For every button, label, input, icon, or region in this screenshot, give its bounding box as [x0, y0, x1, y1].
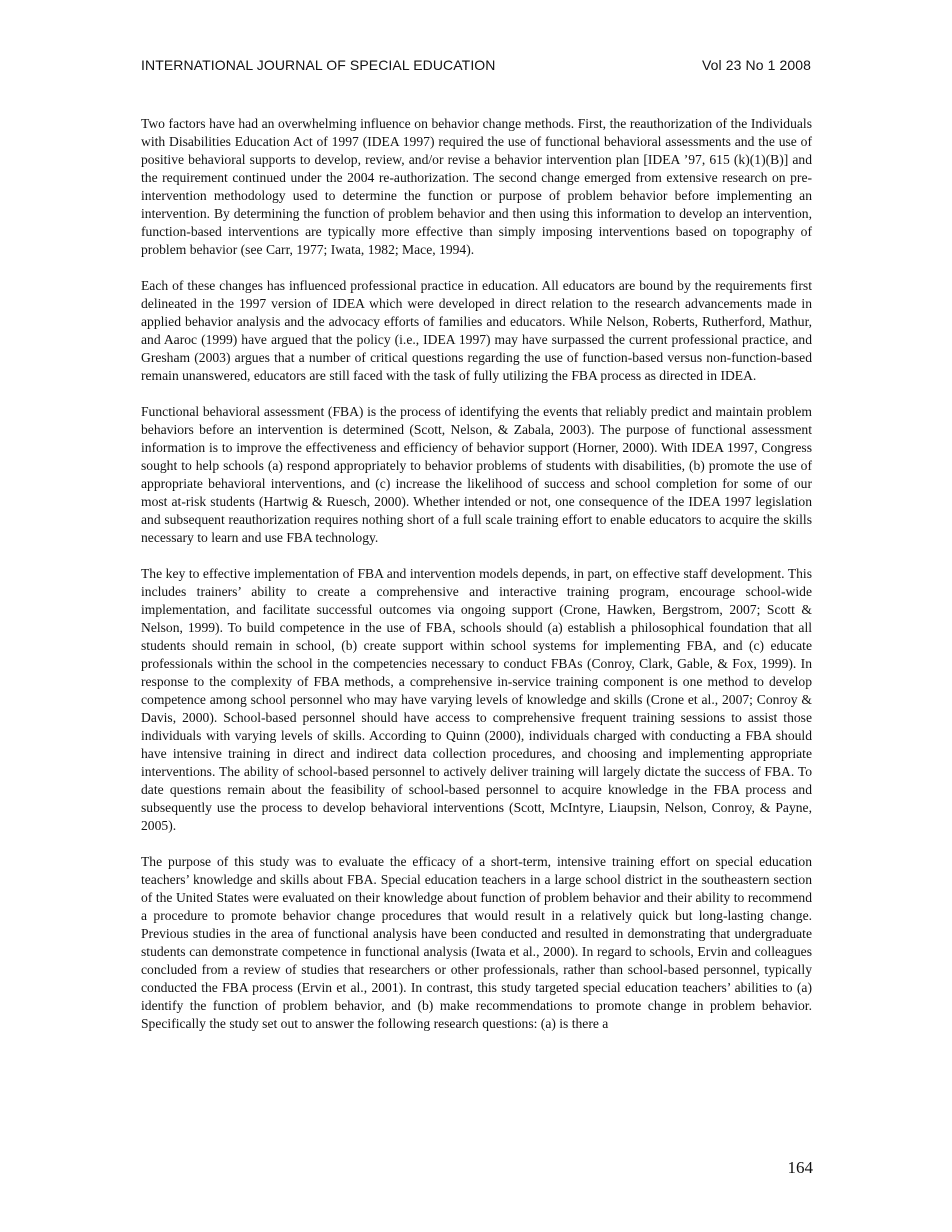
- journal-title: INTERNATIONAL JOURNAL OF SPECIAL EDUCATION: [141, 57, 496, 73]
- paragraph-1: Two factors have had an overwhelming influence on behavior change methods. First, the reauthorization of the Individuals with Disabilities Education Act of 1997 (IDEA 1997) required the use of functional behavioral assessments and the use of positive behavioral supports to develop, review, and/or revise a behavior intervention plan [IDEA ’97, 615 (k)(1)(B)] and the requirement continued under the 2004 re-authorization. The second change emerged from extensive research on pre-intervention methodology used to determine the function or purpose of problem behavior before implementing an intervention. By determining the function of problem behavior and then using this information to develop an intervention, function-based interventions are typically more effective than simply imposing interventions based on topography of problem behavior (see Carr, 1977; Iwata, 1982; Mace, 1994).: [141, 116, 812, 257]
- paragraph-3: Functional behavioral assessment (FBA) is the process of identifying the events that reliably predict and maintain problem behaviors before an intervention is determined (Scott, Nelson, & Zabala, 2003). The purpose of functional assessment information is to improve the effectiveness and efficiency of behavior support (Horner, 2000). With IDEA 1997, Congress sought to help schools (a) respond appropriately to behavior problems of students with disabilities, (b) promote the use of appropriate behavioral interventions, and (c) increase the likelihood of success and school completion for some of our most at-risk students (Hartwig & Ruesch, 2000). Whether intended or not, one consequence of the IDEA 1997 legislation and subsequent reauthorization requires nothing short of a full scale training effort to enable educators to acquire the skills necessary to learn and use FBA technology.: [141, 404, 812, 545]
- page-number: 164: [787, 1158, 813, 1177]
- paragraph-2: Each of these changes has influenced professional practice in education. All educators are bound by the requirements first delineated in the 1997 version of IDEA which were developed in direct relation to the research advancements made in applied behavior analysis and the advocacy efforts of families and educators. While Nelson, Roberts, Rutherford, Mathur, and Aaroc (1999) have argued that the policy (i.e., IDEA 1997) may have surpassed the current professional practice, and Gresham (2003) argues that a number of critical questions regarding the use of function-based versus non-function-based remain unanswered, educators are still faced with the task of fully utilizing the FBA process as directed in IDEA.: [141, 278, 812, 383]
- article-body: [141, 115, 812, 1051]
- running-header: [141, 57, 811, 73]
- volume-info: Vol 23 No 1 2008: [701, 57, 811, 73]
- paragraph-4: The key to effective implementation of FBA and intervention models depends, in part, on effective staff development. This includes trainers’ ability to create a comprehensive and interactive training program, encourage school-wide implementation, and facilitate successful outcomes via ongoing support (Crone, Hawken, Bergstrom, 2007; Scott & Nelson, 1999). To build competence in the use of FBA, schools should (a) establish a philosophical foundation that all students should remain in school, (b) create support within school systems for implementing FBA, and (c) educate professionals within the school in the competencies necessary to conduct FBAs (Conroy, Clark, Gable, & Fox, 1999). In response to the complexity of FBA methods, a comprehensive in-service training component is one method to develop competence among school personnel who may have varying levels of knowledge and skills (Crone et al., 2007; Conroy & Davis, 2000). School-based personnel should have access to comprehensive frequent training sessions to assist those individuals with varying levels of skills. According to Quinn (2000), individuals charged with conducting a FBA should have intensive training in direct and indirect data collection procedures, and choosing and implementing appropriate interventions. The ability of school-based personnel to actively deliver training will largely dictate the success of FBA. To date questions remain about the feasibility of school-based personnel to acquire knowledge in the FBA process and subsequently use the process to develop behavioral interventions (Scott, McIntyre, Liaupsin, Nelson, Conroy, & Payne, 2005).: [141, 566, 812, 833]
- paragraph-5: The purpose of this study was to evaluate the efficacy of a short-term, intensive training effort on special education teachers’ knowledge and skills about FBA. Special education teachers in a large school district in the southeastern section of the United States were evaluated on their knowledge about function of problem behavior and their ability to recommend a procedure to promote behavior change procedures that would result in a relatively quick but long-lasting change. Previous studies in the area of functional analysis have been conducted and resulted in demonstrating that undergraduate students can demonstrate competence in functional analysis (Iwata et al., 2000). In regard to schools, Ervin and colleagues concluded from a review of studies that researchers or other professionals, rather than school-based personnel, typically conducted the FBA process (Ervin et al., 2001). In contrast, this study targeted special education teachers’ abilities to (a) identify the function of problem behavior, and (b) make recommendations to promote change in problem behavior. Specifically the study set out to answer the following research questions: (a) is there a: [141, 854, 812, 1031]
